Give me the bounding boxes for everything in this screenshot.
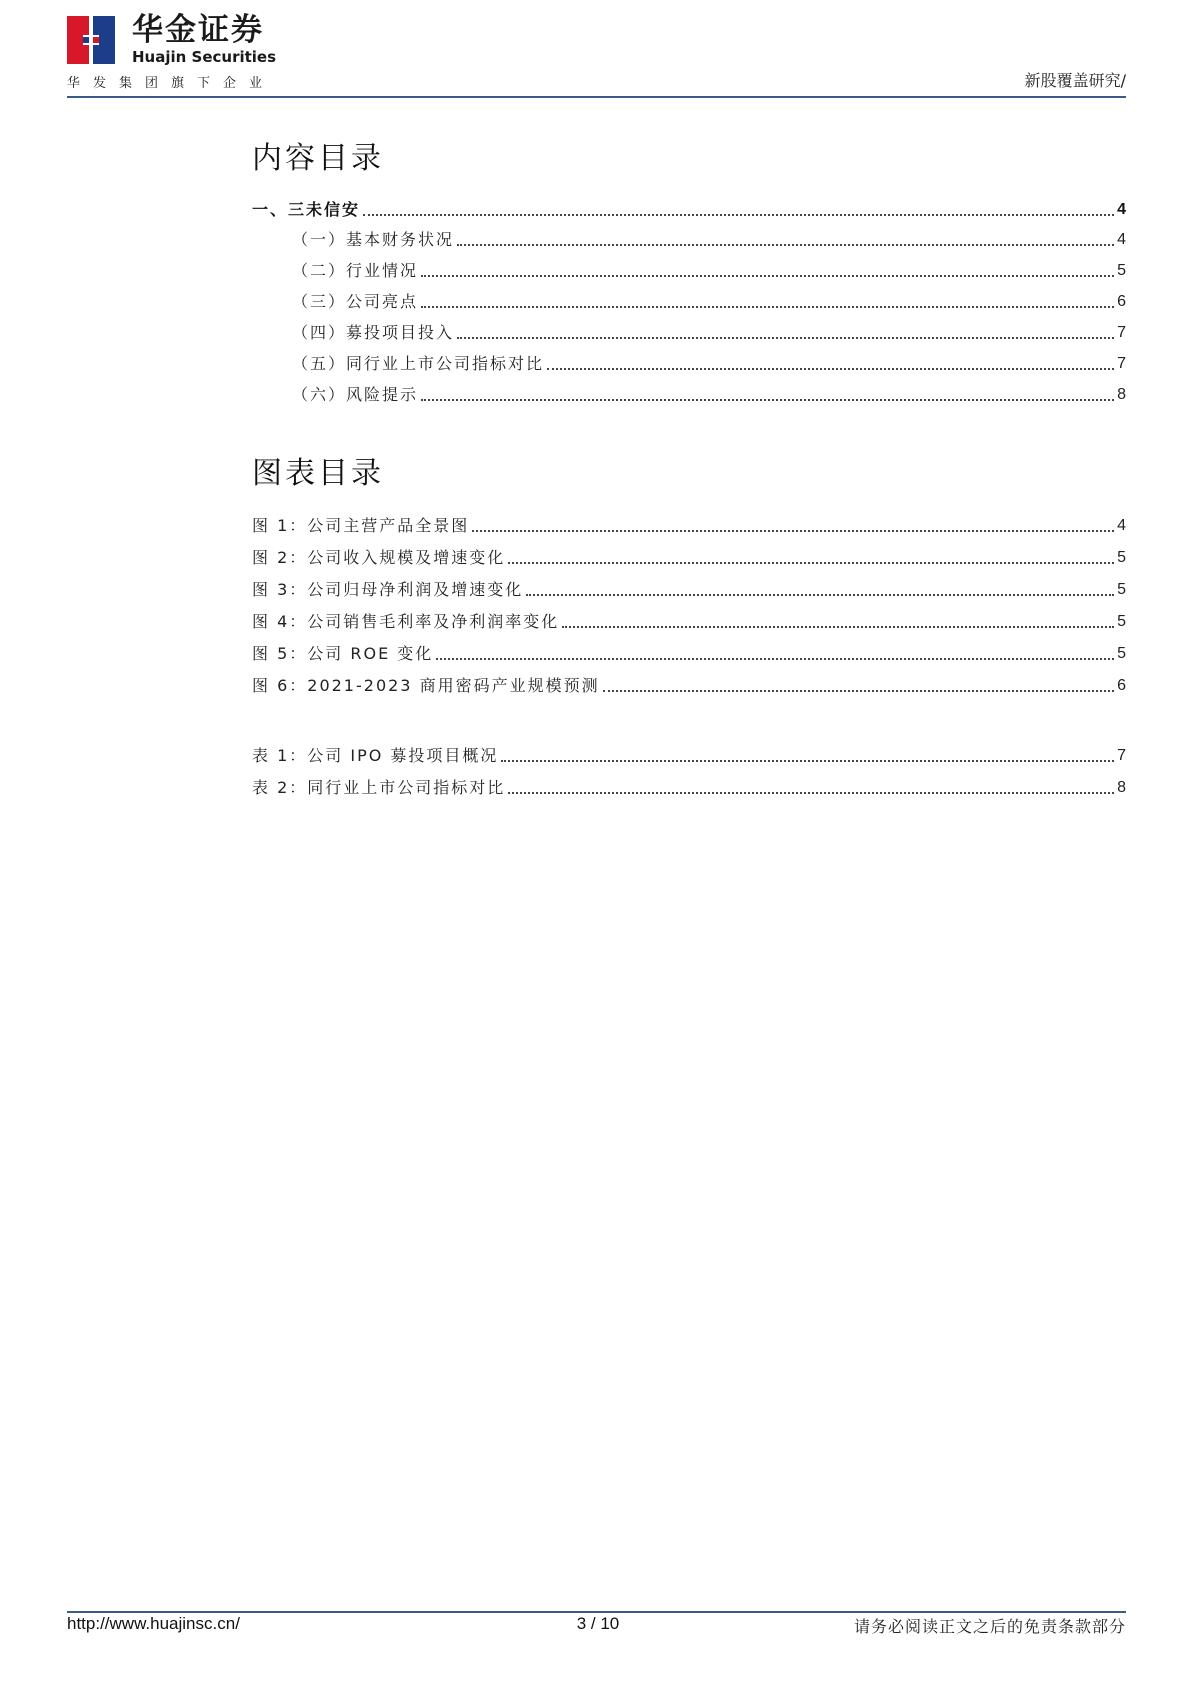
dot-leader (526, 594, 1114, 596)
figure-entry-page: 6 (1117, 677, 1126, 694)
dot-leader (562, 626, 1114, 628)
toc-entry[interactable] (292, 259, 1126, 281)
dot-leader (508, 792, 1114, 794)
disclaimer-note: 请务必阅读正文之后的免责条款部分 (853, 1617, 1126, 1636)
toc-entry-label: （五）同行业上市公司指标对比 (292, 354, 545, 373)
dot-leader (363, 214, 1114, 216)
figure-entry-label: 图 6：2021-2023 商用密码产业规模预测 (252, 676, 600, 695)
figure-entry[interactable] (252, 610, 1126, 632)
toc-entry[interactable] (292, 352, 1126, 374)
dot-leader (457, 337, 1114, 339)
toc-entry-page: 5 (1117, 262, 1126, 279)
figure-entry-page: 5 (1117, 581, 1126, 598)
toc-entry-page: 8 (1117, 386, 1126, 403)
figures-title: 图表目录 (252, 456, 384, 491)
figure-entry-label: 图 5：公司 ROE 变化 (252, 644, 434, 663)
figure-entry[interactable] (252, 546, 1126, 568)
toc-entry-page: 4 (1117, 201, 1126, 218)
huajin-logo-icon (67, 16, 115, 64)
dot-leader (603, 690, 1115, 692)
group-tagline: 华发集团旗下企业 (67, 76, 276, 91)
toc-entry-label: （三）公司亮点 (292, 292, 419, 311)
table-entry-label: 表 1：公司 IPO 募投项目概况 (252, 746, 499, 765)
table-entry[interactable] (252, 744, 1126, 766)
dot-leader (472, 530, 1114, 532)
toc-entry-label: （二）行业情况 (292, 261, 419, 280)
toc-entry-page: 7 (1117, 324, 1126, 341)
figure-entry-label: 图 1：公司主营产品全景图 (252, 516, 470, 535)
dot-leader (508, 562, 1114, 564)
table-entry[interactable] (252, 776, 1126, 798)
dot-leader (421, 306, 1114, 308)
figure-entry[interactable] (252, 674, 1126, 696)
toc-entry[interactable] (292, 290, 1126, 312)
table-entry-page: 7 (1117, 747, 1126, 764)
figure-entry[interactable] (252, 642, 1126, 664)
toc-title: 内容目录 (252, 141, 384, 176)
website-link[interactable]: http://www.huajinsc.cn/ (67, 1614, 240, 1633)
toc-entry-label: （四）募投项目投入 (292, 323, 455, 342)
logo-chinese-name: 华金证券 (132, 12, 264, 48)
figure-entry-page: 5 (1117, 613, 1126, 630)
toc-entry-label: （六）风险提示 (292, 385, 419, 404)
dot-leader (436, 658, 1114, 660)
header-divider (67, 96, 1126, 98)
dot-leader (457, 244, 1114, 246)
figure-entry-label: 图 3：公司归母净利润及增速变化 (252, 580, 524, 599)
toc-entry-label: 一、三未信安 (252, 200, 361, 219)
table-entry-label: 表 2：同行业上市公司指标对比 (252, 778, 506, 797)
figure-entry-page: 5 (1117, 549, 1126, 566)
figure-entry-label: 图 2：公司收入规模及增速变化 (252, 548, 506, 567)
figure-entry[interactable] (252, 514, 1126, 536)
toc-entry[interactable] (292, 321, 1126, 343)
figure-entry[interactable] (252, 578, 1126, 600)
toc-entry-page: 4 (1117, 231, 1126, 248)
toc-entry[interactable] (292, 383, 1126, 405)
figure-entry-label: 图 4：公司销售毛利率及净利润率变化 (252, 612, 560, 631)
dot-leader (501, 760, 1114, 762)
toc-entry-page: 7 (1117, 355, 1126, 372)
toc-entry-label: （一）基本财务状况 (292, 230, 455, 249)
toc-entry[interactable] (292, 228, 1126, 250)
toc-entry-page: 6 (1117, 293, 1126, 310)
logo-english-name: Huajin Securities (132, 48, 277, 66)
table-entry-page: 8 (1117, 779, 1126, 796)
figure-entry-page: 5 (1117, 645, 1126, 662)
dot-leader (421, 399, 1114, 401)
dot-leader (421, 275, 1114, 277)
dot-leader (547, 368, 1114, 370)
footer-divider (67, 1611, 1126, 1613)
report-type: 新股覆盖研究/ (1024, 71, 1126, 90)
page-indicator: 3 / 10 (576, 1614, 620, 1633)
figure-entry-page: 4 (1117, 517, 1126, 534)
toc-entry[interactable] (252, 198, 1126, 220)
